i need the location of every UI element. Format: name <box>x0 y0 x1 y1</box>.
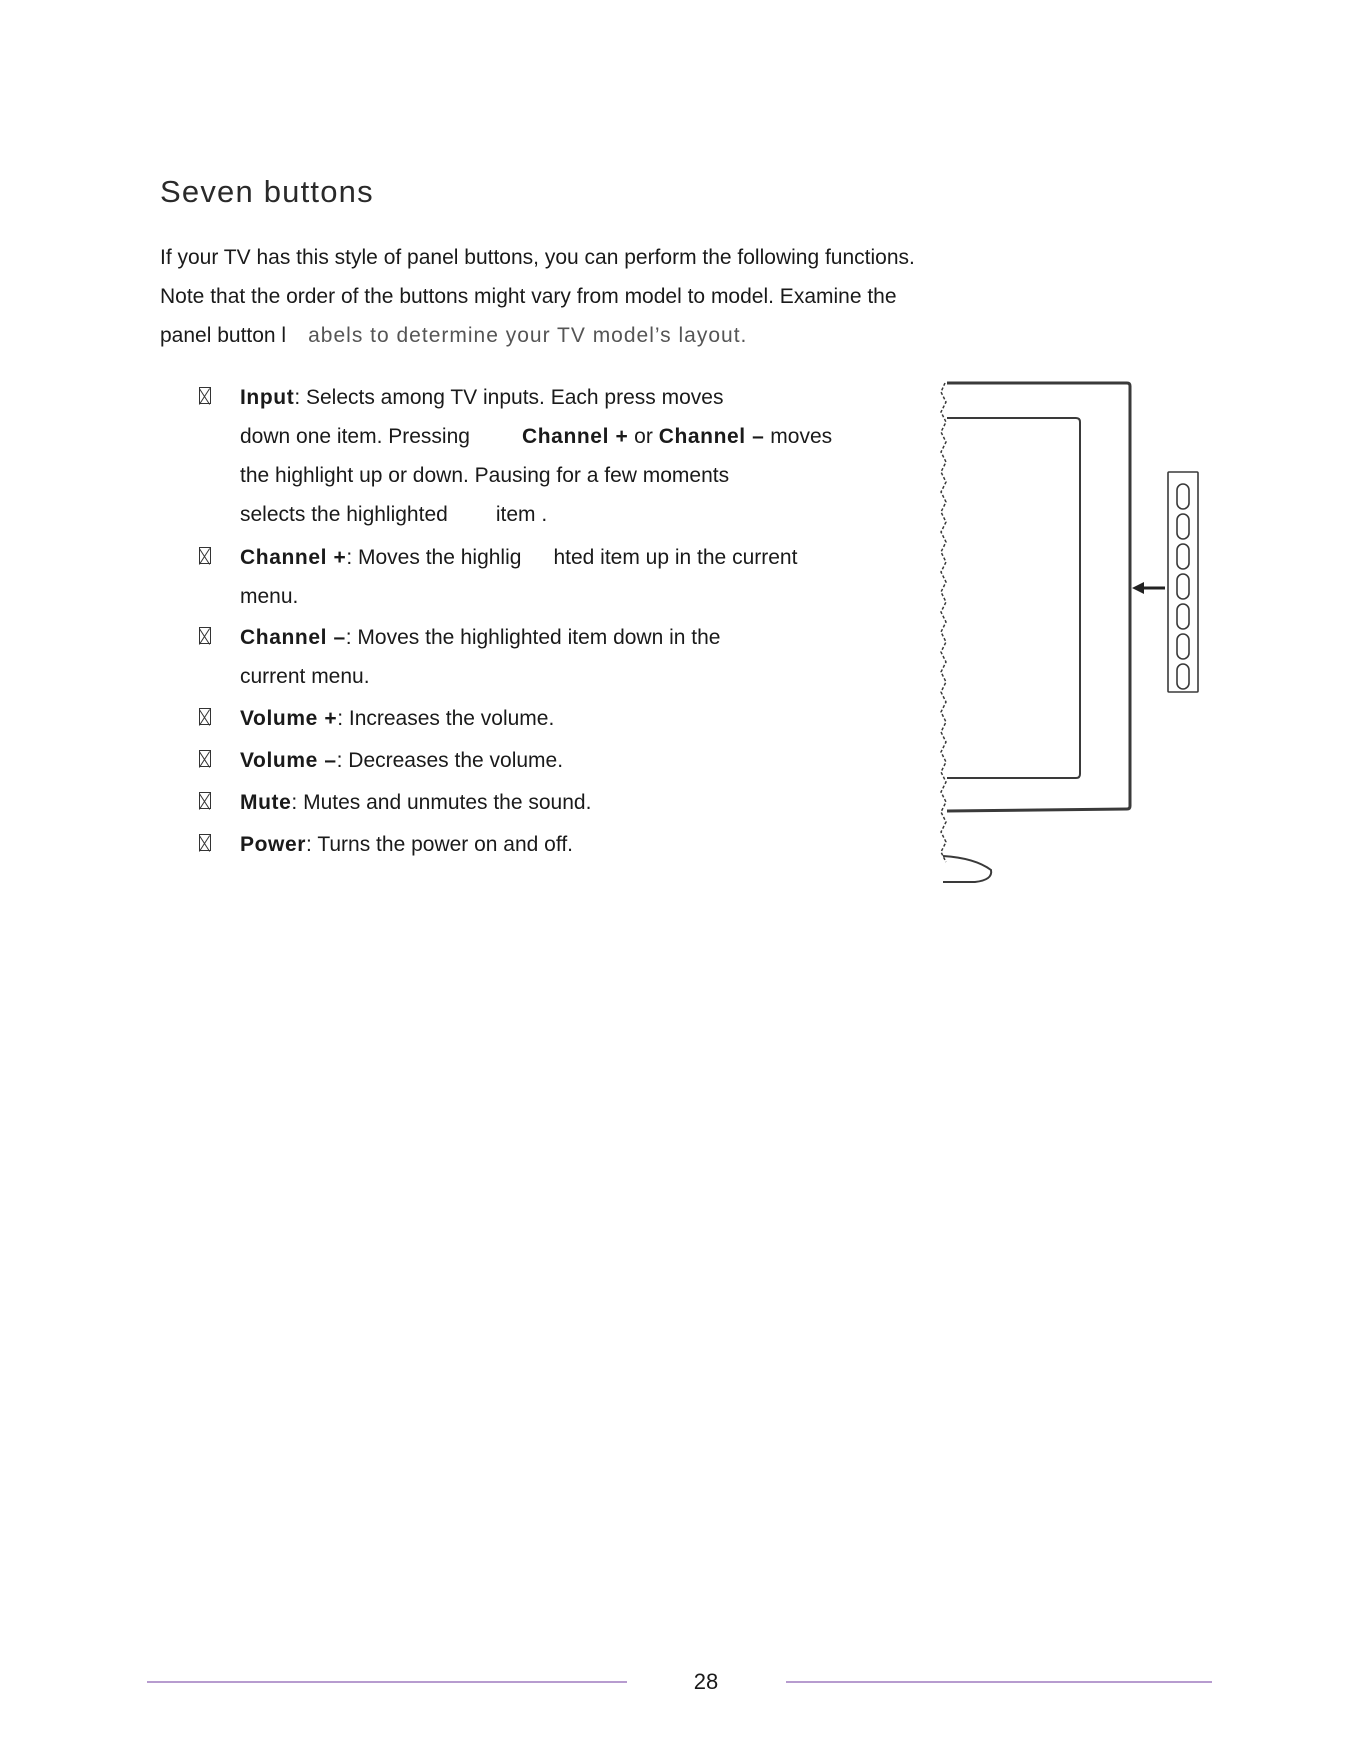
item-line <box>240 783 591 822</box>
desc-text: : Selects among TV inputs. Each press moves <box>294 386 724 409</box>
item-line <box>240 657 720 696</box>
desc-text: : Turns the power on and off. <box>306 833 573 856</box>
bullet-icon <box>199 792 211 809</box>
term-channel-up-ref: Channel + <box>521 425 629 448</box>
item-line <box>240 378 832 417</box>
item-line <box>240 538 797 577</box>
item-body <box>240 538 797 616</box>
item-line <box>240 577 797 616</box>
desc-text: moves <box>770 425 833 448</box>
term-input: Input <box>240 386 295 409</box>
bullet-icon <box>199 627 211 644</box>
side-button-panel <box>1168 472 1198 692</box>
item-line <box>240 825 573 864</box>
item-body <box>240 783 591 822</box>
bullet-icon <box>199 708 211 725</box>
term-channel-up: Channel + <box>240 546 347 569</box>
term-volume-down: Volume – <box>240 749 337 772</box>
desc-text: item <box>495 503 536 526</box>
intro-line-3 <box>160 316 1060 355</box>
section-title: Seven buttons <box>160 174 374 209</box>
desc-text: . <box>541 503 548 526</box>
arrow-left-icon <box>1132 582 1165 594</box>
intro-line-1: If your TV has this style of panel buttons, you can perform the following functions. <box>160 246 915 269</box>
desc-text: down one item. Pressing <box>240 425 470 448</box>
tv-panel-illustration <box>935 378 1205 888</box>
page-number: 28 <box>693 1669 719 1694</box>
desc-text: or <box>634 425 653 448</box>
footer-rule-right <box>786 1681 1212 1683</box>
item-line <box>240 618 720 657</box>
footer-rule-left <box>147 1681 627 1683</box>
term-mute: Mute <box>240 791 292 814</box>
term-power: Power <box>240 833 307 856</box>
tv-body-outline <box>941 383 1130 882</box>
intro-line-3-part-b: abels to determine your TV model’s layout. <box>308 324 748 347</box>
desc-text: menu. <box>240 585 299 608</box>
desc-text: the highlight up or down. Pausing for a few moments <box>240 464 730 487</box>
desc-text: : Mutes and unmutes the sound. <box>291 791 592 814</box>
item-body <box>240 618 720 696</box>
bullet-icon <box>199 834 211 851</box>
item-line <box>240 495 832 534</box>
term-channel-down-ref: Channel – <box>658 425 765 448</box>
desc-text: selects the highlighted <box>240 503 448 526</box>
desc-text: current menu. <box>240 665 370 688</box>
desc-text: : Increases the volume. <box>337 707 555 730</box>
item-body <box>240 741 563 780</box>
intro-line-2: Note that the order of the buttons might vary from model to model. Examine the <box>160 285 897 308</box>
bullet-icon <box>199 750 211 767</box>
desc-text: : Decreases the volume. <box>336 749 564 772</box>
intro-line-3-part-a: panel button l <box>160 324 287 347</box>
item-line <box>240 456 832 495</box>
item-body <box>240 825 573 864</box>
desc-text: : Moves the highlighted item down in the <box>345 626 721 649</box>
desc-text: : Moves the highlig <box>346 546 522 569</box>
item-body <box>240 378 832 534</box>
item-line <box>240 699 554 738</box>
item-body <box>240 699 554 738</box>
intro-paragraph <box>160 238 1060 355</box>
bullet-icon <box>199 387 211 404</box>
term-channel-down: Channel – <box>240 626 346 649</box>
item-line <box>240 417 832 456</box>
term-volume-up: Volume + <box>240 707 338 730</box>
bullet-icon <box>199 547 211 564</box>
item-line <box>240 741 563 780</box>
desc-text: hted item up in the current <box>553 546 798 569</box>
